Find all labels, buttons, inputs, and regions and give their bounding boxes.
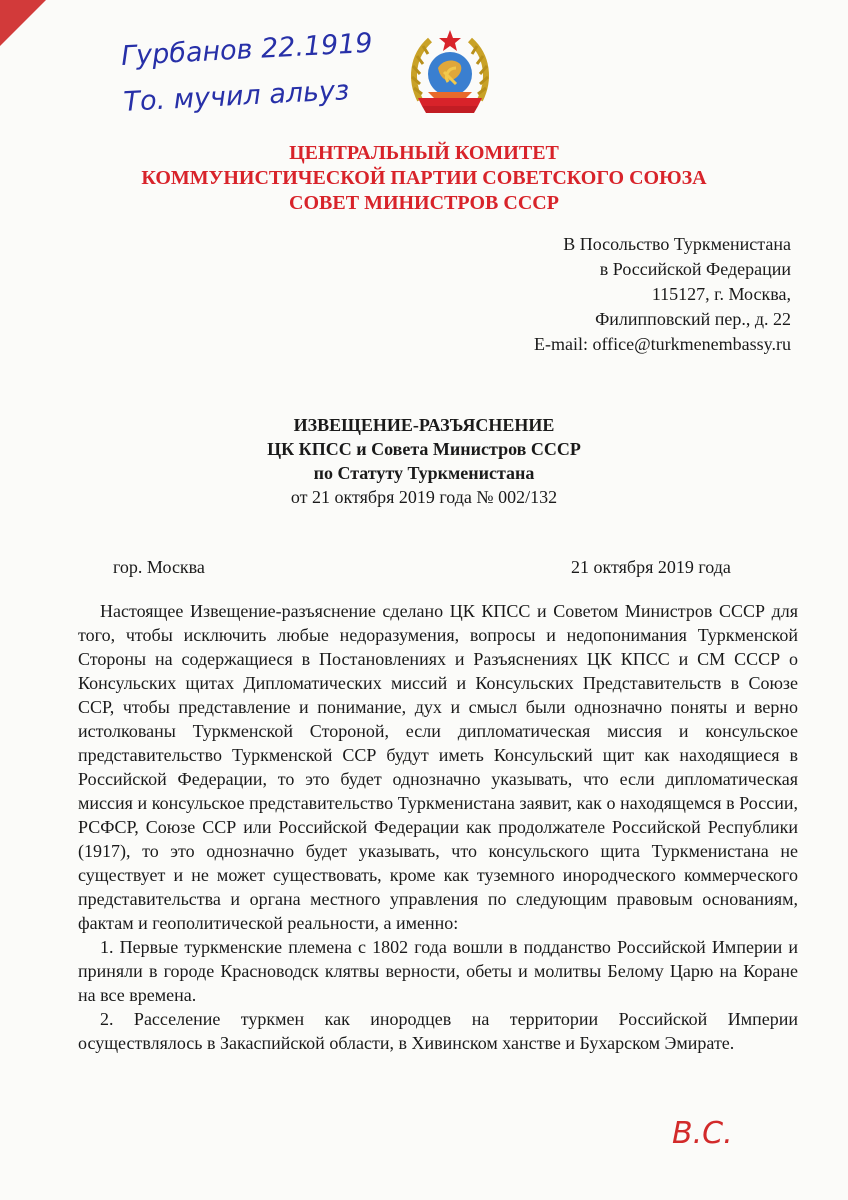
document-header (0, 141, 848, 216)
red-corner-ribbon (0, 0, 46, 46)
document-title (0, 413, 848, 509)
handwritten-note-line1: Гурбанов 22.1919 (120, 27, 374, 72)
body-paragraph: 1. Первые туркменские племена с 1802 года вошли в подданство Российской Империи и приняли в городе Красноводск клятвы верности, обеты и молитвы Белому Царю на Коране на все времена. (78, 937, 798, 1005)
recipient-address (371, 232, 791, 357)
header-line-3: СОВЕТ МИНИСТРОВ СССР (289, 192, 559, 214)
document-place: гор. Москва (113, 557, 205, 577)
body-paragraph: Настоящее Извещение-разъяснение сделано ЦК КПСС и Советом Министров СССР для того, чтобы исключить любые недоразумения, вопросы и недопонимания Туркменской Стороны на содержащиеся в Постановлениях и Разъяснениях ЦК КПСС и СМ СССР о Консульских щитах Дипломатических миссий и Консульских Представительств в Союзе ССР, чтобы представление и понимание, дух и смысл были однозначно поняты и верно истолкованы Туркменской Стороной, если дипломатическая миссия и консульское представительство Туркменской ССР будут иметь Консульский щит как находящиеся в Российской Федерации, то это будет однозначно указывать, что если дипломатическая миссия и консульское представительство Туркменистана заявит, как о находящемся в России, РСФСР, Союзе ССР или Российской Федерации как продолжателе Российской Республики (1917), то это однозначно будет указывать, что консульского щита Туркменистана не существует и не может существовать, кроме как туземного инородческого коммерческого представительства и органа местного управления по следующим правовым основаниям, фактам и геополитической реальности, а именно: (78, 601, 798, 933)
title-line-4: от 21 октября 2019 года № 002/132 (290, 487, 558, 507)
document-date: 21 октября 2019 года (571, 557, 731, 577)
ussr-coat-of-arms-icon (408, 28, 492, 120)
address-line: В Посольство Туркменистана (563, 234, 791, 254)
address-email: E-mail: office@turkmenembassy.ru (533, 334, 791, 354)
address-line: 115127, г. Москва, (651, 284, 791, 304)
title-line-1: ИЗВЕЩЕНИЕ-РАЗЪЯСНЕНИЕ (293, 415, 555, 435)
title-line-2: ЦК КПСС и Совета Министров СССР (267, 439, 581, 459)
document-body (78, 599, 798, 1055)
header-line-1: ЦЕНТРАЛЬНЫЙ КОМИТЕТ (289, 142, 559, 164)
handwritten-initials: В.С. (672, 1116, 733, 1151)
address-line: Филипповский пер., д. 22 (595, 309, 791, 329)
handwritten-note (120, 21, 376, 126)
title-line-3: по Статуту Туркменистана (313, 463, 535, 483)
header-line-2: КОММУНИСТИЧЕСКОЙ ПАРТИИ СОВЕТСКОГО СОЮЗА (141, 167, 707, 189)
handwritten-note-line2: То. мучил альуз (122, 75, 351, 118)
address-line: в Российской Федерации (599, 259, 791, 279)
body-paragraph: 2. Расселение туркмен как инородцев на территории Российской Империи осуществлялось в Закаспийской области, в Хивинском ханстве и Бухарском Эмирате. (78, 1009, 798, 1053)
